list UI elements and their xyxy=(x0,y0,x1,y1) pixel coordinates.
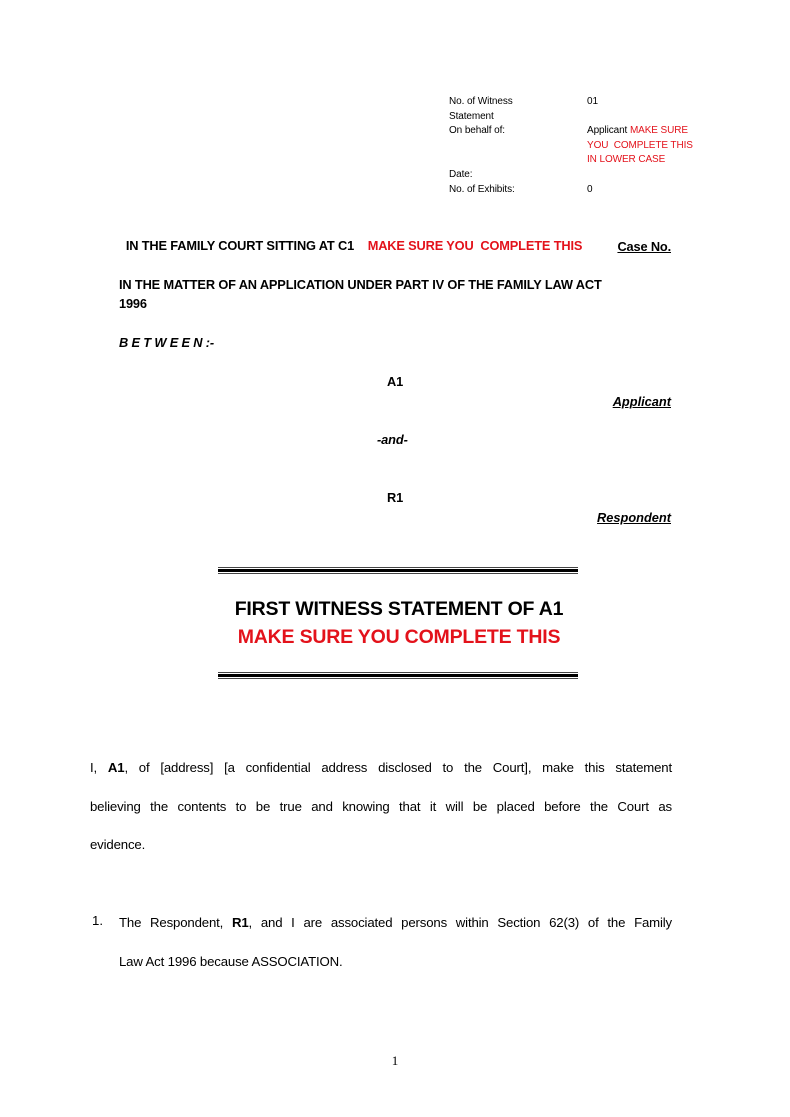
intro-paragraph xyxy=(90,749,672,865)
paragraph-1-line1-rest: , and I are associated persons within Section 62(3) of the Family xyxy=(248,915,672,930)
witness-no-label-line2: Statement xyxy=(449,110,494,122)
paragraph-1-line2: Law Act 1996 because ASSOCIATION. xyxy=(119,953,343,969)
matter-line1: IN THE MATTER OF AN APPLICATION UNDER PART IV OF THE FAMILY LAW ACT xyxy=(119,277,602,292)
intro-name: A1 xyxy=(107,760,125,775)
witness-no-value: 01 xyxy=(587,96,598,107)
matter-line2: 1996 xyxy=(119,296,147,311)
respondent-role: Respondent xyxy=(597,510,671,525)
on-behalf-note-line1: MAKE SURE xyxy=(629,125,688,136)
paragraph-1 xyxy=(119,904,672,981)
intro-line1 xyxy=(90,749,672,788)
on-behalf-label: On behalf of: xyxy=(449,125,505,136)
statement-title: FIRST WITNESS STATEMENT OF A1 xyxy=(234,598,564,620)
title-top-rule xyxy=(218,567,578,574)
case-no-label: Case No. xyxy=(617,239,671,254)
court-sitting-note: MAKE SURE YOU COMPLETE THIS xyxy=(367,238,583,253)
applicant-name: A1 xyxy=(387,374,404,389)
title-bottom-rule xyxy=(218,672,578,679)
respondent-name: R1 xyxy=(387,490,404,505)
and-separator: -and- xyxy=(377,432,408,447)
on-behalf-value xyxy=(587,124,707,168)
intro-line1-rest: , of [address] [a confidential address disclosed to the Court], make this statement xyxy=(124,760,672,775)
court-sitting-heading xyxy=(119,217,582,255)
between-label: B E T W E E N :- xyxy=(119,335,214,350)
on-behalf-party: Applicant xyxy=(587,125,628,136)
applicant-role: Applicant xyxy=(612,394,671,409)
intro-line2: believing the contents to be true and knowing that it will be placed before the Court as xyxy=(90,798,672,814)
paragraph-1-line1 xyxy=(119,904,672,943)
paragraph-1-number: 1. xyxy=(92,913,103,928)
exhibits-label: No. of Exhibits: xyxy=(449,184,515,195)
exhibits-value: 0 xyxy=(587,184,593,195)
on-behalf-note-line2: YOU COMPLETE THIS xyxy=(587,139,693,151)
matter-heading xyxy=(119,275,679,313)
intro-line3: evidence. xyxy=(90,837,146,852)
intro-prefix: I, xyxy=(90,760,108,775)
page-number: 1 xyxy=(391,1053,399,1068)
court-sitting-text: IN THE FAMILY COURT SITTING AT C1 xyxy=(125,238,355,253)
on-behalf-note-line3: IN LOWER CASE xyxy=(587,154,666,166)
date-label: Date: xyxy=(449,169,473,180)
paragraph-1-bold: R1 xyxy=(231,915,249,930)
witness-no-label xyxy=(449,95,569,124)
statement-title-note: MAKE SURE YOU COMPLETE THIS xyxy=(237,626,561,648)
paragraph-1-text-before: The Respondent, xyxy=(119,915,232,930)
witness-no-label-line1: No. of Witness xyxy=(449,96,513,107)
